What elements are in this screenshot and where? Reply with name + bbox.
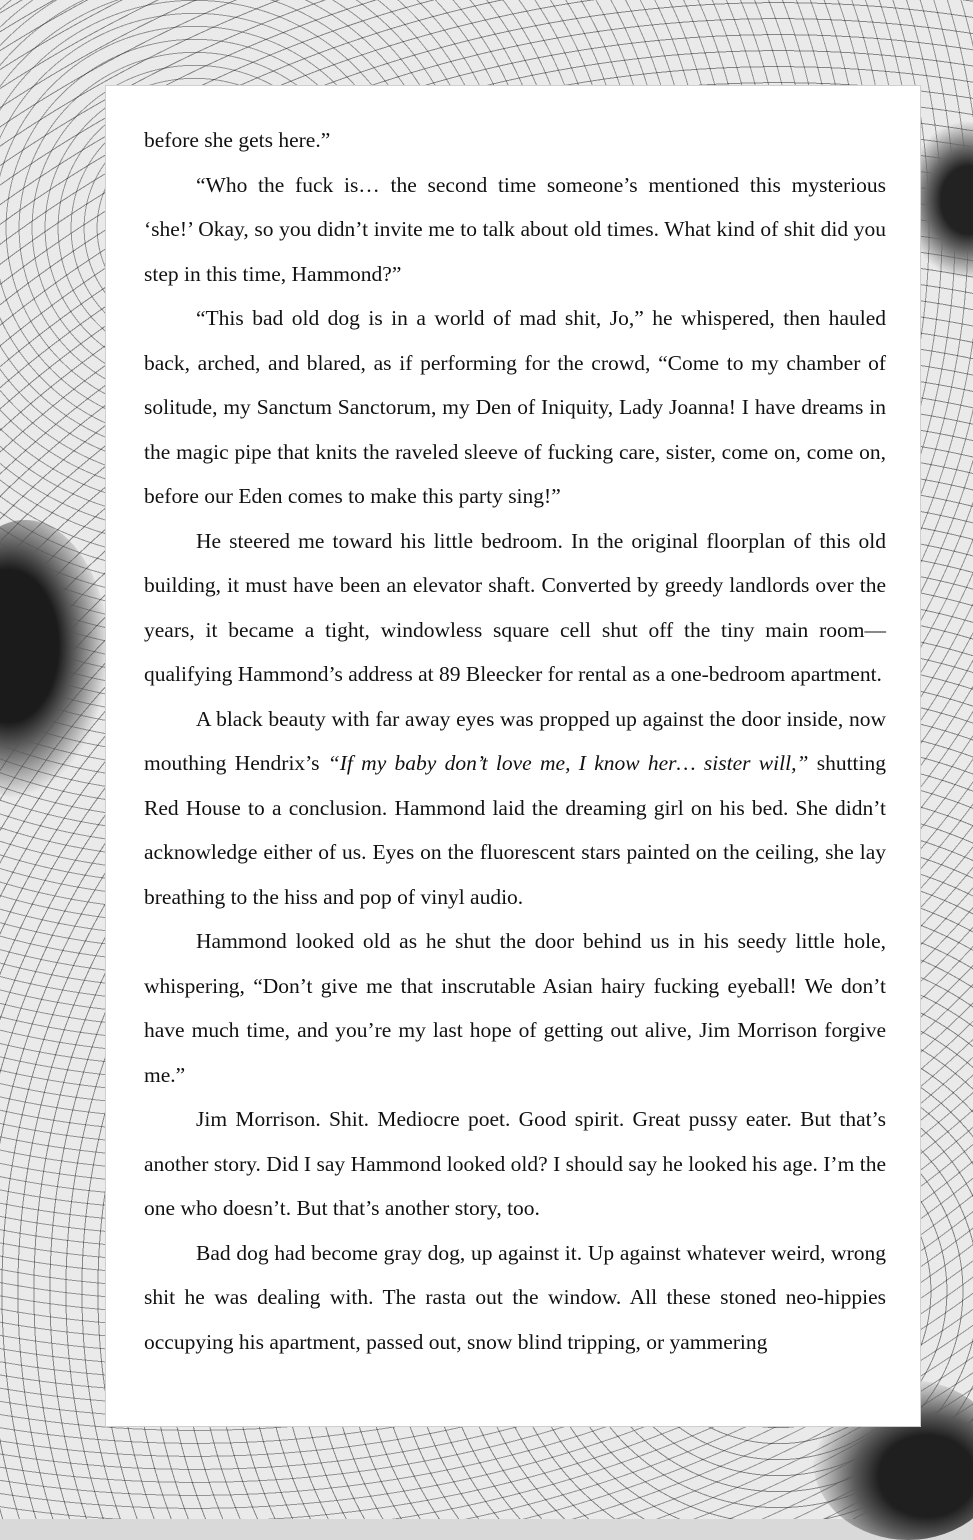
paragraph-5-text-b: shutting Red House to a conclusion. Hammond laid the dreaming girl on his bed. She didn’t acknowledge either of us. Eyes on the fluorescent stars painted on the ceiling, she lay breathing to the hiss and pop of vinyl audio. [144, 751, 886, 909]
text-panel [106, 86, 920, 1426]
paragraph-2-text: “Who the fuck is… the second time someone’s mentioned this mysterious ‘she!’ Okay, so you didn’t invite me to talk about old times. What kind of shit did you step in this time, Hammond?” [144, 172, 886, 286]
paragraph-6 [144, 919, 886, 1097]
paragraph-2 [144, 163, 886, 297]
paragraph-5-text-a: A black beauty with far away eyes was propped up against the door inside, now mouthing Hendrix’s [144, 706, 886, 775]
story-text [144, 118, 886, 1364]
paragraph-3-text: “This bad old dog is in a world of mad shit, Jo,” he whispered, then hauled back, arched, and blared, as if performing for the crowd, “Come to my chamber of solitude, my Sanctum Sanctorum, my Den of Iniquity, Lady Joanna! I have dreams in the magic pipe that knits the raveled sleeve of fucking care, sister, come on, come on, before our Eden comes to make this party sing!” [144, 306, 886, 508]
paragraph-4 [144, 519, 886, 697]
paragraph-7-text: Jim Morrison. Shit. Mediocre poet. Good spirit. Great pussy eater. But that’s another story. Did I say Hammond looked old? I should say he looked his age. I’m the one who doesn’t. But that’s another story, too. [144, 1107, 886, 1220]
paragraph-5-lyric: “If my baby don’t love me, I know her… sister will,” [327, 751, 809, 775]
paragraph-3 [144, 296, 886, 519]
paragraph-8 [144, 1231, 886, 1365]
paragraph-1-text: before she gets here.” [144, 128, 331, 152]
paragraph-4-text: He steered me toward his little bedroom. In the original floorplan of this old building, it must have been an elevator shaft. Converted by greedy landlords over the years, it became a tight, windowless square cell shut off the tiny main room—qualifying Hammond’s address at 89 Bleecker for rental as a one-bedroom apartment. [144, 528, 886, 686]
paragraph-1 [144, 118, 886, 163]
paragraph-5 [144, 697, 886, 920]
paragraph-8-text: Bad dog had become gray dog, up against it. Up against whatever weird, wrong shit he was dealing with. The rasta out the window. All these stoned neo-hippies occupying his apartment, passed out, snow blind tripping, or yammering [144, 1240, 886, 1354]
paragraph-7 [144, 1097, 886, 1231]
paragraph-6-text: Hammond looked old as he shut the door behind us in his seedy little hole, whispering, “Don’t give me that inscrutable Asian hairy fucking eyeball! We don’t have much time, and you’re my last hope of getting out alive, Jim Morrison forgive me.” [144, 929, 886, 1087]
